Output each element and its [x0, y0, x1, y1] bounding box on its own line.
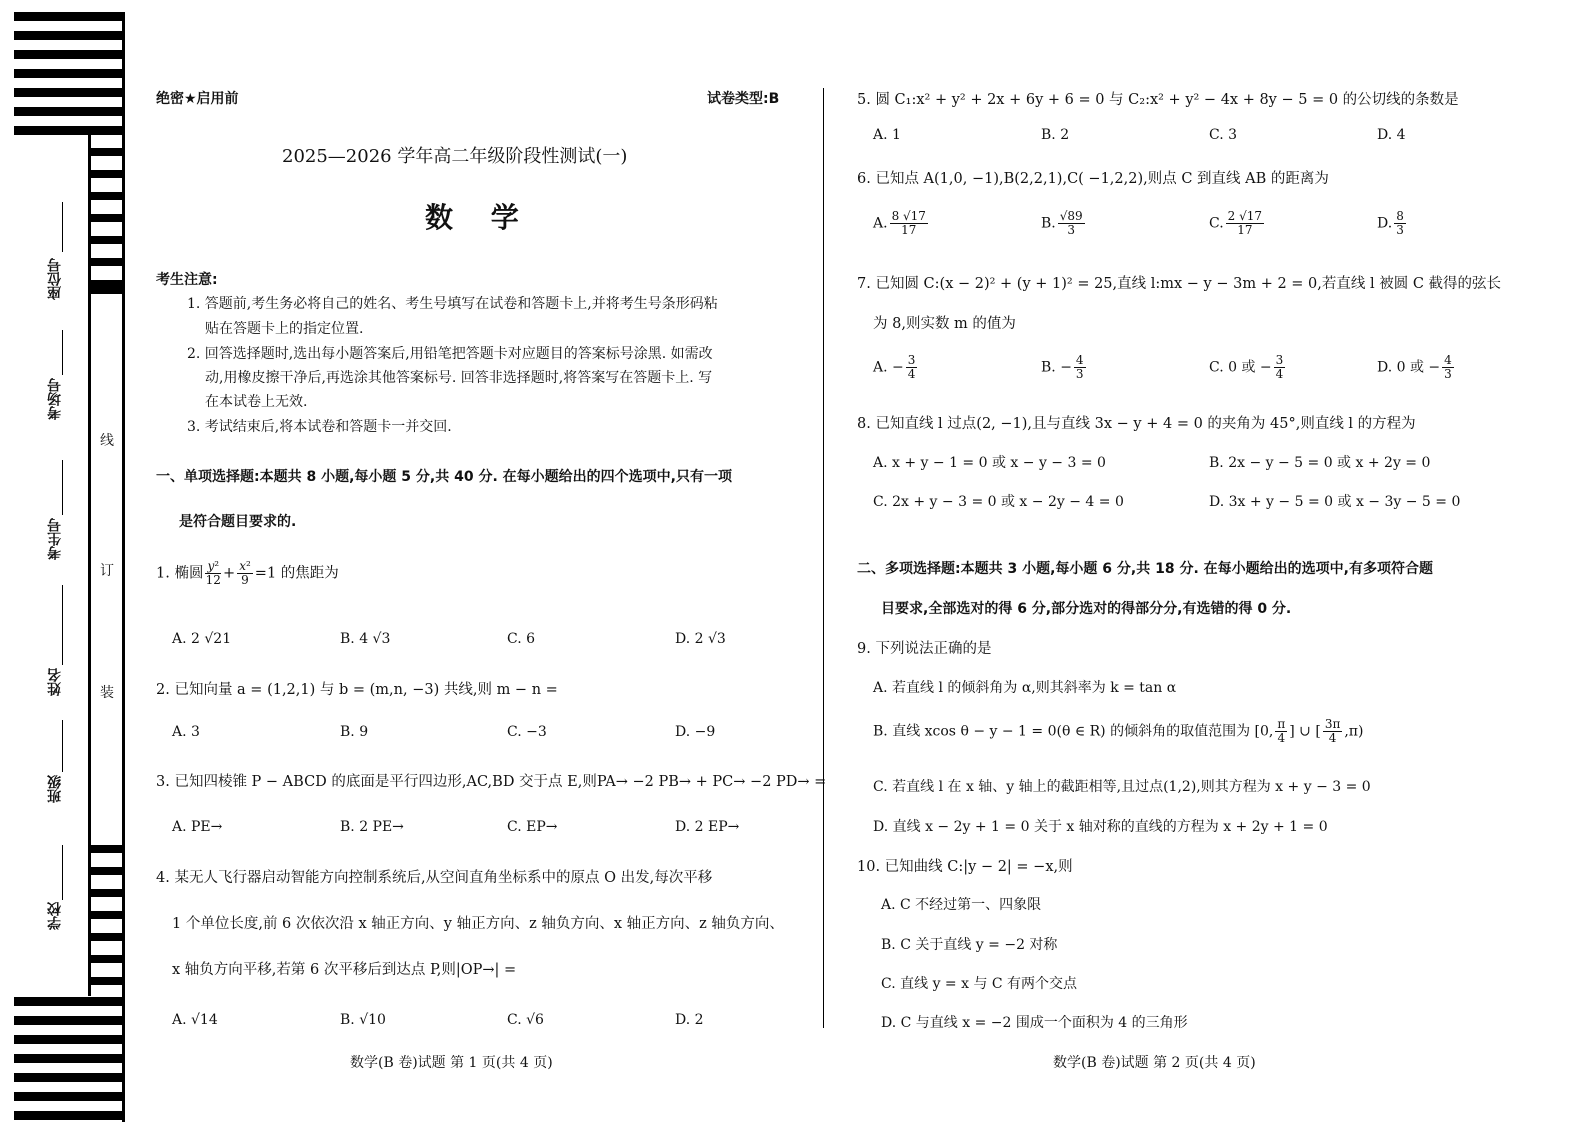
- notice-line: 动,用橡皮擦干净后,再选涂其他答案标号. 回答非选择题时,将答案写在答题卡上. 写: [205, 370, 713, 386]
- cut-line-mark: 线: [100, 433, 114, 449]
- question-9: 9. 下列说法正确的是: [857, 641, 992, 657]
- q6-option-d[interactable]: D. $\frac{8}{3}$: [1377, 209, 1404, 237]
- q6-option-a[interactable]: A. $\frac{8 √17}{17}$: [873, 209, 926, 237]
- class-label: 班级: [47, 775, 63, 803]
- q9-option-c[interactable]: C. 若直线 l 在 x 轴、y 轴上的截距相等,且过点(1,2),则其方程为 x + y − 3 = 0: [873, 779, 1371, 795]
- q4-option-a[interactable]: A. √14: [172, 1012, 218, 1028]
- section1-heading: 一、单项选择题:本题共 8 小题,每小题 5 分,共 40 分. 在每小题给出的四个选项中,只有一项: [156, 469, 732, 485]
- notice-line: 贴在答题卡上的指定位置.: [205, 321, 364, 337]
- question-4: 4. 某无人飞行器启动智能方向控制系统后,从空间直角坐标系中的原点 O 出发,每次平移: [156, 870, 713, 886]
- q10-option-d[interactable]: D. C 与直线 x = −2 围成一个面积为 4 的三角形: [881, 1015, 1188, 1031]
- q9-option-d[interactable]: D. 直线 x − 2y + 1 = 0 关于 x 轴对称的直线的方程为 x + 2y + 1 = 0: [873, 819, 1328, 835]
- binding-mark: 装: [100, 685, 114, 701]
- section2-heading-cont: 目要求,全部选对的得 6 分,部分选对的得部分分,有选错的得 0 分.: [881, 601, 1292, 617]
- q5-option-b[interactable]: B. 2: [1041, 127, 1070, 143]
- notice-title: 考生注意:: [156, 272, 218, 288]
- subject-title: 数 学: [425, 201, 533, 234]
- secret-label: 绝密★启用前: [156, 91, 239, 107]
- q9-option-b[interactable]: B. 直线 xcos θ − y − 1 = 0(θ ∈ R) 的倾斜角的取值范围为 [0, $\frac{\pi}{4}$ ] ∪ [ $\frac{3\pi}{4}$ ,π): [873, 717, 1364, 745]
- q10-option-c[interactable]: C. 直线 y = x 与 C 有两个交点: [881, 976, 1078, 992]
- notice-line: 在本试卷上无效.: [205, 394, 308, 410]
- question-5: 5. 圆 C₁:x² + y² + 2x + 6y + 6 = 0 与 C₂:x² + y² − 4x + 8y − 5 = 0 的公切线的条数是: [857, 92, 1459, 108]
- question-2: 2. 已知向量 a = (1,2,1) 与 b = (m,n, −3) 共线,则 m − n =: [156, 682, 558, 698]
- q5-option-d[interactable]: D. 4: [1377, 127, 1406, 143]
- column-divider: [823, 88, 824, 1028]
- q8-option-c[interactable]: C. 2x + y − 3 = 0 或 x − 2y − 4 = 0: [873, 494, 1124, 510]
- footer-left: 数学(B 卷)试题 第 1 页(共 4 页): [350, 1055, 553, 1071]
- candidate-number-label: 考生号: [47, 518, 63, 560]
- q8-option-d[interactable]: D. 3x + y − 5 = 0 或 x − 3y − 5 = 0: [1209, 494, 1461, 510]
- question-6: 6. 已知点 A(1,0, −1),B(2,2,1),C( −1,2,2),则点 C 到直线 AB 的距离为: [857, 171, 1329, 187]
- q2-option-d[interactable]: D. −9: [675, 724, 716, 740]
- question-7: 7. 已知圆 C:(x − 2)² + (y + 1)² = 25,直线 l:mx − y − 3m + 2 = 0,若直线 l 被圆 C 截得的弦长: [857, 276, 1502, 292]
- q5-option-a[interactable]: A. 1: [873, 127, 901, 143]
- q5-option-c[interactable]: C. 3: [1209, 127, 1238, 143]
- section2-heading: 二、多项选择题:本题共 3 小题,每小题 6 分,共 18 分. 在每小题给出的选项中,有多项符合题: [857, 561, 1433, 577]
- section1-heading-cont: 是符合题目要求的.: [179, 514, 297, 530]
- q7-option-b[interactable]: B. − $\frac{4}{3}$: [1041, 353, 1084, 381]
- q9-option-a[interactable]: A. 若直线 l 的倾斜角为 α,则其斜率为 k = tan α: [873, 680, 1177, 696]
- q8-option-b[interactable]: B. 2x − y − 5 = 0 或 x + 2y = 0: [1209, 455, 1431, 471]
- footer-right: 数学(B 卷)试题 第 2 页(共 4 页): [1053, 1055, 1256, 1071]
- question-3: 3. 已知四棱锥 P − ABCD 的底面是平行四边形,AC,BD 交于点 E,则PA→ −2 PB→ + PC→ −2 PD→ =: [156, 774, 827, 790]
- q10-option-b[interactable]: B. C 关于直线 y = −2 对称: [881, 937, 1058, 953]
- name-label: 姓名: [47, 668, 63, 696]
- question-1: 1. 椭圆 $\frac{\text{y²}}{12}$ + $\frac{\text{x²}}{9}$ =1 的焦距为: [156, 559, 339, 587]
- staple-mark: 订: [100, 563, 114, 579]
- q2-option-c[interactable]: C. −3: [507, 724, 547, 740]
- q4-option-d[interactable]: D. 2: [675, 1012, 704, 1028]
- q1-option-d[interactable]: D. 2 √3: [675, 631, 726, 647]
- q3-option-b[interactable]: B. 2 PE→: [340, 819, 404, 835]
- notice-line: 2. 回答选择题时,选出每小题答案后,用铅笔把答题卡对应题目的答案标号涂黑. 如需改: [187, 346, 713, 362]
- seat-number-label: 座位号: [47, 258, 63, 300]
- q3-option-d[interactable]: D. 2 EP→: [675, 819, 740, 835]
- question-4-cont: x 轴负方向平移,若第 6 次平移后到达点 P,则|OP→| =: [172, 962, 517, 978]
- q4-option-b[interactable]: B. √10: [340, 1012, 386, 1028]
- q7-option-a[interactable]: A. − $\frac{3}{4}$: [873, 353, 916, 381]
- q1-option-b[interactable]: B. 4 √3: [340, 631, 391, 647]
- paper-type: 试卷类型:B: [707, 91, 780, 107]
- notice-line: 1. 答题前,考生务必将自己的姓名、考生号填写在试卷和答题卡上,并将考生号条形码粘: [187, 296, 718, 312]
- q10-option-a[interactable]: A. C 不经过第一、四象限: [881, 897, 1042, 913]
- exam-room-label: 考场号: [47, 378, 63, 420]
- notice-line: 3. 考试结束后,将本试卷和答题卡一并交回.: [187, 419, 452, 435]
- q8-option-a[interactable]: A. x + y − 1 = 0 或 x − y − 3 = 0: [873, 455, 1106, 471]
- school-label: 学校: [47, 902, 63, 930]
- q1-option-a[interactable]: A. 2 √21: [172, 631, 232, 647]
- q1-option-c[interactable]: C. 6: [507, 631, 536, 647]
- exam-title: 2025—2026 学年高二年级阶段性测试(一): [282, 146, 628, 167]
- q6-option-b[interactable]: B. $\frac{√89}{3}$: [1041, 209, 1083, 237]
- question-4-cont: 1 个单位长度,前 6 次依次沿 x 轴正方向、y 轴正方向、z 轴负方向、x 轴正方向、z 轴负方向、: [172, 916, 784, 932]
- question-8: 8. 已知直线 l 过点(2, −1),且与直线 3x − y + 4 = 0 的夹角为 45°,则直线 l 的方程为: [857, 416, 1416, 432]
- q6-option-c[interactable]: C. $\frac{2 √17}{17}$: [1209, 209, 1263, 237]
- q7-option-c[interactable]: C. 0 或 − $\frac{3}{4}$: [1209, 353, 1284, 381]
- q3-option-c[interactable]: C. EP→: [507, 819, 558, 835]
- q2-option-b[interactable]: B. 9: [340, 724, 369, 740]
- question-10: 10. 已知曲线 C:|y − 2| = −x,则: [857, 859, 1073, 875]
- question-7-cont: 为 8,则实数 m 的值为: [873, 316, 1016, 332]
- q3-option-a[interactable]: A. PE→: [172, 819, 223, 835]
- q2-option-a[interactable]: A. 3: [172, 724, 200, 740]
- q7-option-d[interactable]: D. 0 或 − $\frac{4}{3}$: [1377, 353, 1452, 381]
- q4-option-c[interactable]: C. √6: [507, 1012, 544, 1028]
